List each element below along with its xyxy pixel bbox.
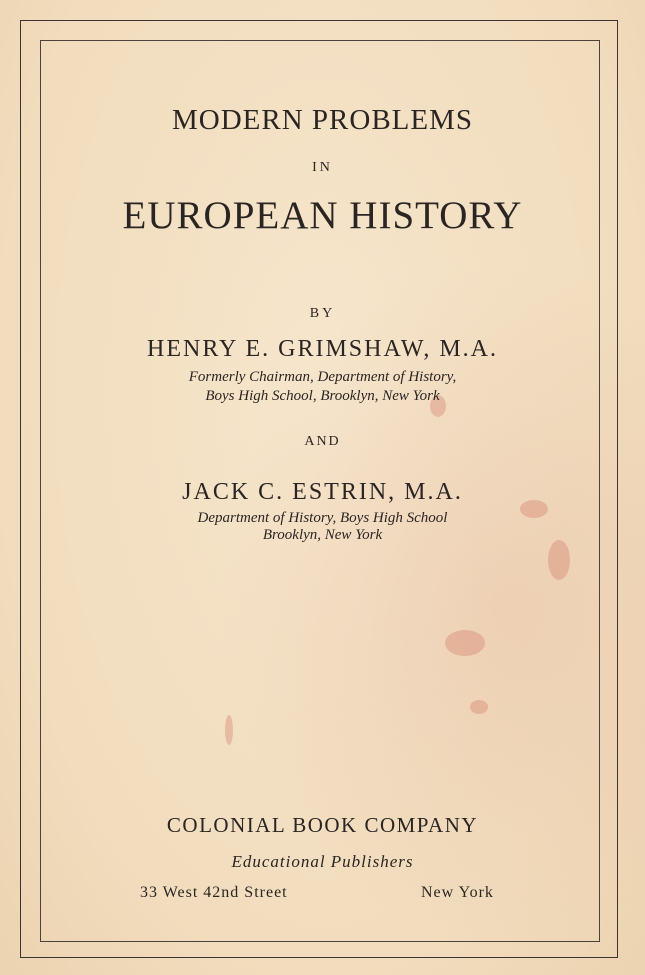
byline: BY — [309, 306, 336, 321]
author-1-name: HENRY E. GRIMSHAW, M.A. — [147, 336, 498, 362]
publisher-name: COLONIAL BOOK COMPANY — [166, 813, 479, 837]
author-2-affiliation-line-1: Department of History, Boys High School — [197, 510, 448, 526]
publisher-street: 33 West 42nd Street — [140, 884, 288, 901]
publisher-city: New York — [421, 884, 494, 901]
conjunction: AND — [304, 434, 341, 449]
publisher-type: Educational Publishers — [231, 852, 414, 871]
author-1-affiliation-line-2: Boys High School, Brooklyn, New York — [205, 388, 440, 404]
author-2-affiliation-line-2: Brooklyn, New York — [262, 527, 383, 543]
title-connector: IN — [312, 160, 333, 175]
author-2-name: JACK C. ESTRIN, M.A. — [182, 479, 463, 505]
title-line-2: EUROPEAN HISTORY — [122, 194, 523, 237]
author-1-affiliation-line-1: Formerly Chairman, Department of History, — [188, 369, 457, 385]
title-line-1: MODERN PROBLEMS — [171, 104, 474, 136]
